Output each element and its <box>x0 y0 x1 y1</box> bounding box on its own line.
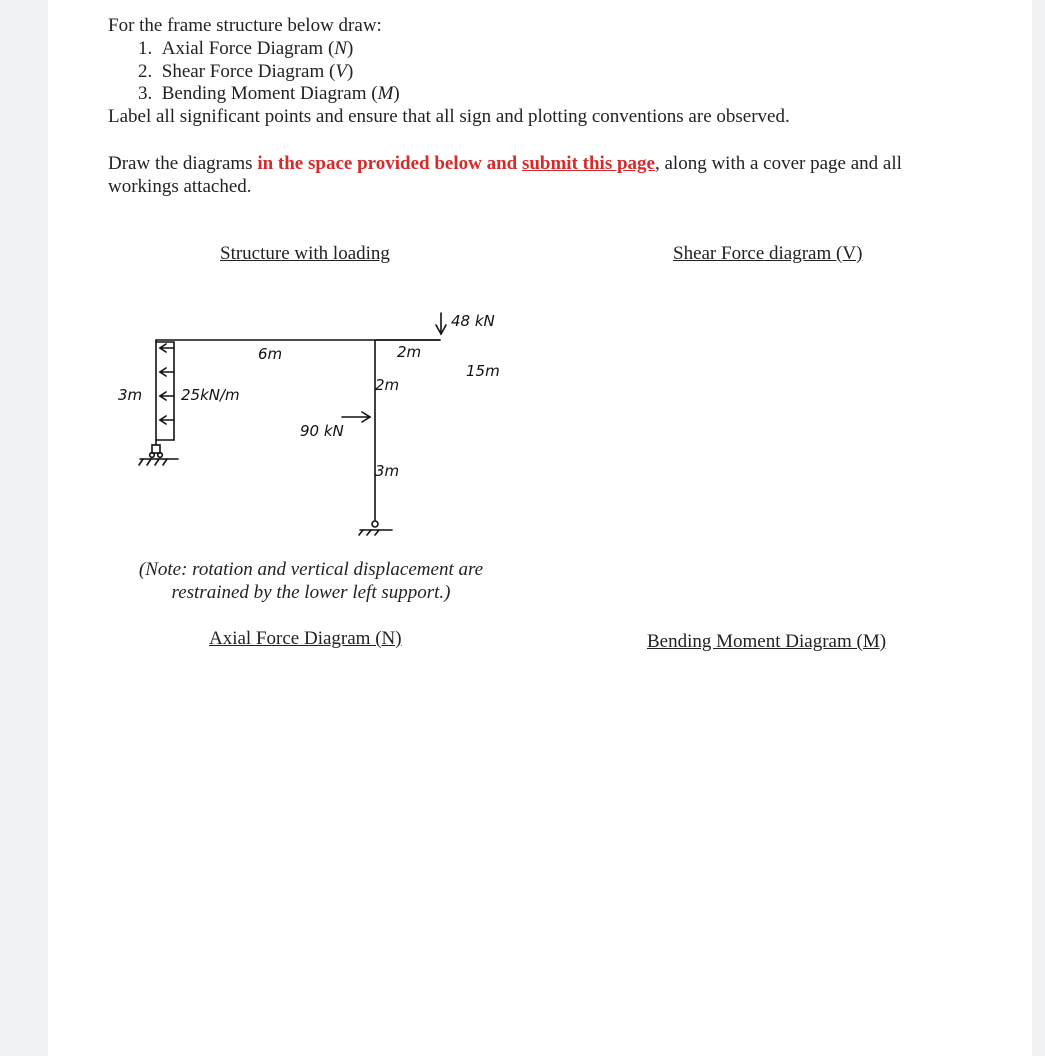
list-number: 1. <box>138 38 153 59</box>
draw-text: Draw the diagrams <box>108 153 258 174</box>
dim-2m-top-label: 2m <box>397 343 422 361</box>
support-note: (Note: rotation and vertical displacement are restrained by the lower left support.) <box>138 559 484 603</box>
intro-text: For the frame structure below draw: <box>108 15 382 36</box>
dim-15m-label: 15m <box>466 362 500 380</box>
axial-heading: Axial Force Diagram (N) <box>209 628 402 649</box>
list-label: Axial Force Diagram ( <box>161 38 335 59</box>
dim-3m-bottom-label: 3m <box>375 462 400 480</box>
udl-arrows <box>160 344 174 424</box>
structure-heading: Structure with loading <box>220 243 390 264</box>
list-number: 3. <box>138 83 153 104</box>
draw-instruction-line2: workings attached. <box>108 176 252 197</box>
label-instruction: Label all significant points and ensure that all sign and plotting conventions are observed. <box>108 106 790 127</box>
list-label: Bending Moment Diagram ( <box>161 83 378 104</box>
submit-emphasis: submit this page <box>521 153 655 174</box>
document-page <box>48 0 1032 1056</box>
dim-2m-mid-label: 2m <box>375 376 400 394</box>
dim-3m-left-label: 3m <box>118 386 143 404</box>
shear-heading: Shear Force diagram (V) <box>673 243 863 264</box>
list-close: ) <box>346 38 354 59</box>
list-close: ) <box>346 61 354 82</box>
list-symbol: M <box>377 83 394 104</box>
list-close: ) <box>393 83 400 104</box>
draw-text-end: , along with a cover page and all <box>654 153 902 174</box>
frame-sketch <box>48 0 1032 560</box>
draw-emphasis: in the space provided below and <box>257 153 522 174</box>
udl-label: 25kN/m <box>181 386 240 404</box>
dim-6m-label: 6m <box>258 345 283 363</box>
list-symbol: N <box>334 38 347 59</box>
list-number: 2. <box>138 61 153 82</box>
bending-heading: Bending Moment Diagram (M) <box>647 631 887 652</box>
list-label: Shear Force Diagram ( <box>161 61 336 82</box>
list-symbol: V <box>335 61 347 82</box>
load-90-label: 90 kN <box>300 422 344 440</box>
load-48-label: 48 kN <box>451 312 495 330</box>
